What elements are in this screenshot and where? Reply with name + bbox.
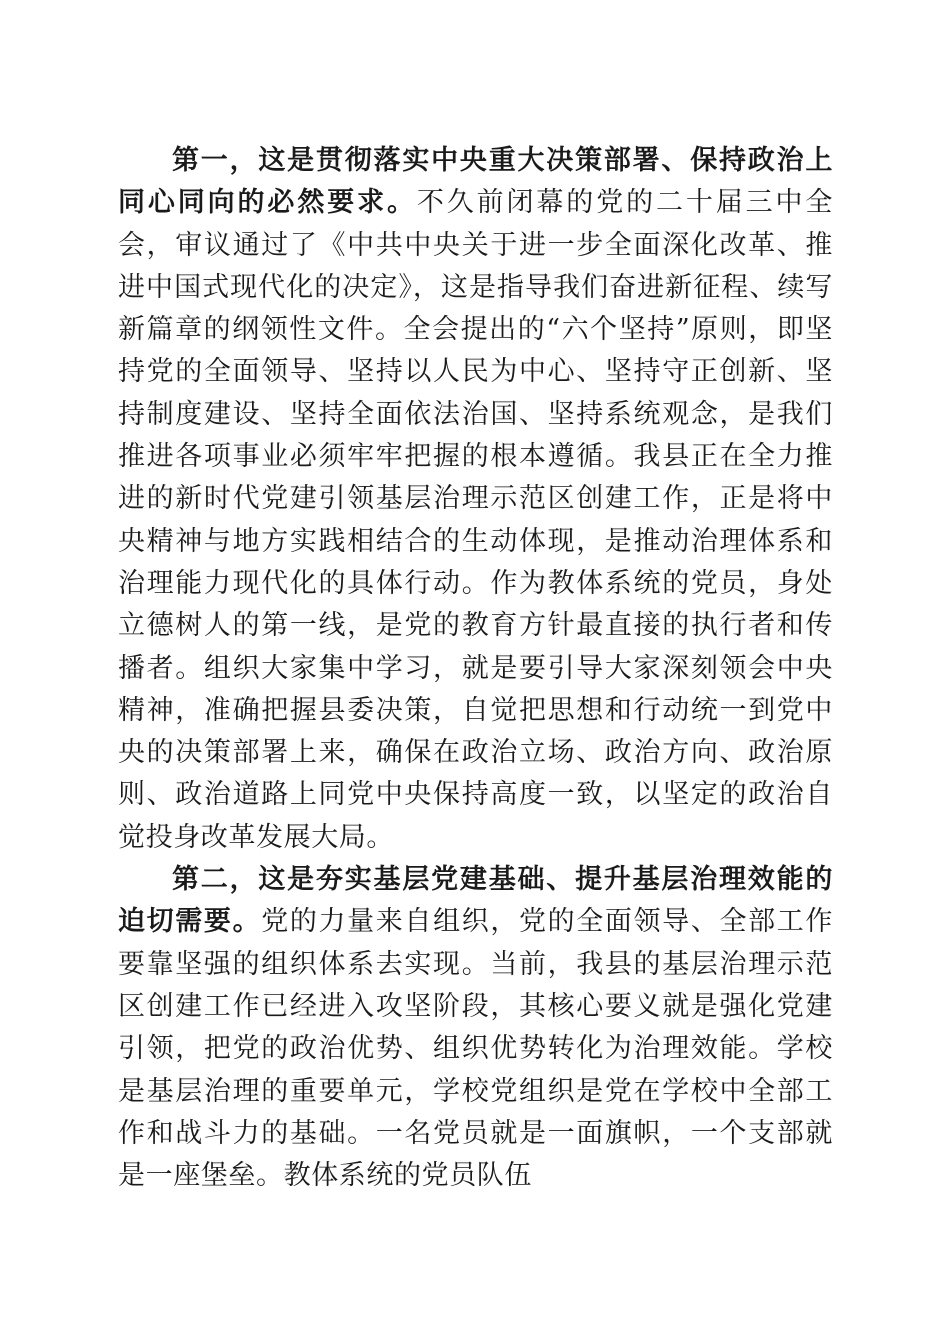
- paragraph-lead-sentence: 第一，这是贯彻落实中央重大决策部署、保持政治上同心同向的必然要求。: [118, 145, 833, 219]
- paragraph-body-text: 党的力量来自组织，党的全面领导、全部工作要靠坚强的组织体系去实现。当前，我县的基层治理示范区创建工作已经进入攻坚阶段，其核心要义就是强化党建引领，把党的政治优势、组织优势转化为治理效能。学校是基层治理的重要单元，学校党组织是党在学校中全部工作和战斗力的基础。一名党员就是一面旗帜，一个支部就是一座堡垒。教体系统的党员队伍: [118, 906, 834, 1192]
- paragraph-first: [118, 140, 833, 859]
- paragraph-lead-sentence: 第二，这是夯实基层党建基础、提升基层治理效能的迫切需要。: [118, 864, 833, 938]
- document-body: [118, 140, 833, 1197]
- paragraph-second: [118, 859, 833, 1197]
- paragraph-body-text: 不久前闭幕的党的二十届三中全会，审议通过了《中共中央关于进一步全面深化改革、推进中国式现代化的决定》，这是指导我们奋进新征程、续写新篇章的纲领性文件。全会提出的“六个坚持”原则，即坚持党的全面领导、坚持以人民为中心、坚持守正创新、坚持制度建设、坚持全面依法治国、坚持系统观念，是我们推进各项事业必须牢牢把握的根本遵循。我县正在全力推进的新时代党建引领基层治理示范区创建工作，正是将中央精神与地方实践相结合的生动体现，是推动治理体系和治理能力现代化的具体行动。作为教体系统的党员，身处立德树人的第一线，是党的教育方针最直接的执行者和传播者。组织大家集中学习，就是要引导大家深刻领会中央精神，准确把握县委决策，自觉把思想和行动统一到党中央的决策部署上来，确保在政治立场、政治方向、政治原则、政治道路上同党中央保持高度一致，以坚定的政治自觉投身改革发展大局。: [118, 187, 834, 853]
